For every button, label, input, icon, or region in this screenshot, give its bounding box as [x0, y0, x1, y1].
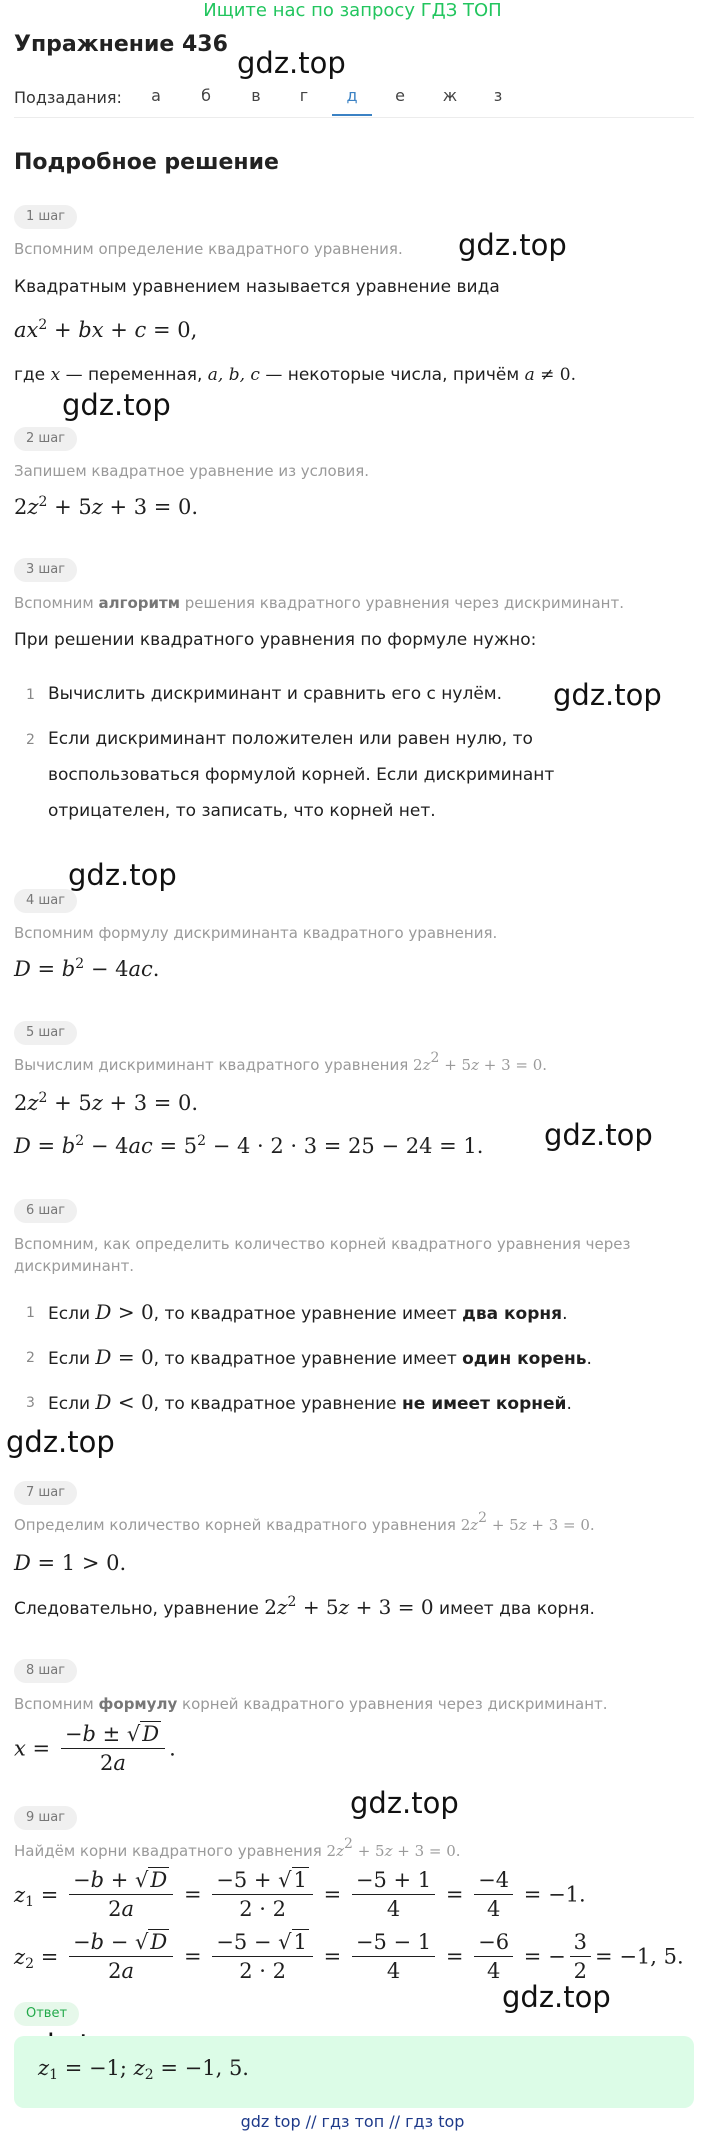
step-badge: 1 шаг [14, 205, 77, 229]
hint-suffix: решения квадратного уравнения через дискриминант. [184, 594, 624, 612]
hint-bold: алгоритм [98, 594, 180, 612]
footer-links[interactable]: gdz top // гдз топ // гдз top [240, 2112, 465, 2131]
hint-text: Определим количество корней квадратного уравнения [14, 1516, 456, 1534]
step-hint [14, 1836, 674, 1862]
math-inline: D < 0 [95, 1390, 154, 1414]
answer-badge: Ответ [14, 2002, 79, 2026]
hint-text: Найдём корни квадратного уравнения [14, 1842, 322, 1860]
math-inline: a ≠ 0. [524, 365, 576, 385]
text-prefix: Следовательно, уравнение [14, 1599, 259, 1619]
list-item: Если D > 0, то квадратное уравнение имеет два корня. [48, 1300, 568, 1324]
list-item: Вычислить дискриминант и сравнить его с нулём. [48, 684, 503, 704]
hint-prefix: Вспомним [14, 594, 94, 612]
step-badge: 8 шаг [14, 1659, 77, 1683]
step-hint [14, 1050, 674, 1076]
list-item: Если D < 0, то квадратное уравнение не имеет корней. [48, 1390, 572, 1414]
answer-value: $z_1 = -1$; $z_2 = -1$, 5. [38, 2056, 249, 2083]
note-prefix: где [14, 365, 46, 385]
note-middle1: — переменная, [65, 365, 203, 385]
subtask-tab-b[interactable]: б [201, 86, 211, 105]
cond-result: один корень [462, 1349, 587, 1369]
list-item: Если D = 0, то квадратное уравнение имеет один корень. [48, 1345, 592, 1369]
step-badge: 2 шаг [14, 427, 77, 451]
list-number: 2 [26, 1350, 35, 1366]
cond-result: два корня [462, 1304, 563, 1324]
cond-prefix: Если [48, 1394, 91, 1414]
list-number: 1 [26, 1305, 35, 1321]
math-formula: $2z^2 + 5z + 3 = 0$. [14, 494, 199, 519]
step-badge: 9 шаг [14, 1806, 77, 1830]
list-number: 2 [26, 732, 35, 748]
step-text: При решении квадратного уравнения по формуле нужно: [14, 630, 537, 650]
hint-prefix: Вспомним [14, 1695, 94, 1713]
math-formula: x = $\frac{-b \pm √D}{2a}$ . [14, 1722, 176, 1775]
subtask-tab-g[interactable]: г [299, 86, 309, 105]
cond-mid: , то квадратное уравнение имеет [153, 1349, 457, 1369]
hint-suffix: корней квадратного уравнения через дискриминант. [182, 1695, 608, 1713]
cond-prefix: Если [48, 1349, 91, 1369]
text-suffix: имеет два корня. [439, 1599, 595, 1619]
subtask-tab-z[interactable]: з [493, 86, 503, 105]
step-text [14, 1594, 684, 1622]
top-banner[interactable]: Ищите нас по запросу ГДЗ ТОП [203, 0, 502, 21]
math-inline: a, b, c [207, 365, 260, 385]
cond-result: не имеет корней [402, 1394, 567, 1414]
step-badge: 5 шаг [14, 1021, 77, 1045]
math-inline: x [50, 365, 61, 385]
step-hint: Вспомним, как определить количество корней квадратного уравнения через дискриминант. [14, 1235, 631, 1275]
answer-box [14, 2036, 694, 2108]
subtask-tab-a[interactable]: а [151, 86, 161, 105]
watermark: gdz.top [237, 46, 346, 80]
math-formula: $D = b^2 - 4ac$. [14, 956, 160, 981]
watermark: gdz.top [6, 1425, 115, 1459]
math-inline: $2z^2 + 5z + 3 = 0$ [264, 1594, 434, 1619]
step-badge: 3 шаг [14, 558, 77, 582]
math-inline: $2z^2 + 5z + 3 = 0$. [326, 1836, 461, 1860]
step-hint [14, 1510, 674, 1536]
subtasks-label: Подзадания: [14, 88, 122, 107]
watermark: gdz.top [553, 678, 662, 712]
list-item: Если дискриминант положителен или равен нулю, то воспользоваться формулой корней. Если дискриминант отрицателен, то записать, что корней нет. [48, 729, 555, 821]
watermark: gdz.top [350, 1786, 459, 1820]
math-inline: D > 0 [95, 1300, 154, 1324]
math-formula: $D = b^2 - 4ac = 5^2 - 4 \cdot 2 \cdot 3 = 25 - 24 = 1$. [14, 1133, 484, 1158]
step-hint: Вспомним определение квадратного уравнения. [14, 240, 403, 258]
watermark: gdz.top [68, 858, 177, 892]
watermark: gdz.top [502, 1980, 611, 2014]
watermark: gdz.top [62, 388, 171, 422]
step-text: Квадратным уравнением называется уравнение вида [14, 277, 500, 297]
hint-text: Вычислим дискриминант квадратного уравнения [14, 1056, 409, 1074]
hint-bold: формулу [98, 1695, 178, 1713]
subtask-tab-d[interactable]: д [332, 86, 372, 116]
page-title: Упражнение 436 [14, 32, 228, 57]
cond-mid: , то квадратное уравнение [153, 1394, 397, 1414]
list-number: 1 [26, 687, 35, 703]
root-1-formula: $z_1$ = $\frac{-b + √D}{2a}$ = $\frac{-5 + √1}{2 \cdot 2}$ = $\frac{-5 + 1}{4}$ = $\frac{-4}{4}$ = −1. [14, 1868, 586, 1921]
subtask-tab-zh[interactable]: ж [442, 86, 458, 105]
subtask-tab-v[interactable]: в [251, 86, 261, 105]
root-2-formula: $z_2$ = $\frac{-b - √D}{2a}$ = $\frac{-5 - √1}{2 \cdot 2}$ = $\frac{-5 - 1}{4}$ = $\frac{-6}{4}$ = − $\frac{3}{2}$ = −1, 5. [14, 1930, 684, 1983]
math-inline: D = 0 [95, 1345, 154, 1369]
watermark: gdz.top [458, 228, 567, 262]
cond-mid: , то квадратное уравнение имеет [153, 1304, 457, 1324]
section-title: Подробное решение [14, 150, 279, 175]
math-formula: $ax^2$ + bx + c = 0, [14, 317, 198, 342]
list-number: 3 [26, 1395, 35, 1411]
math-inline: $2z^2 + 5z + 3 = 0$. [413, 1050, 548, 1074]
step-note [14, 362, 684, 388]
step-hint: Запишем квадратное уравнение из условия. [14, 462, 370, 480]
step-badge: 6 шаг [14, 1199, 77, 1223]
step-hint [14, 1693, 674, 1715]
cond-prefix: Если [48, 1304, 91, 1324]
subtasks-bar [14, 84, 694, 118]
math-formula: $2z^2 + 5z + 3 = 0$. [14, 1090, 199, 1115]
step-badge: 7 шаг [14, 1481, 77, 1505]
math-formula: D = 1 > 0. [14, 1551, 127, 1575]
subtask-tab-e[interactable]: е [395, 86, 405, 105]
math-inline: $2z^2 + 5z + 3 = 0$. [460, 1510, 595, 1534]
note-middle2: — некоторые числа, причём [265, 365, 520, 385]
watermark: gdz.top [544, 1118, 653, 1152]
step-hint [14, 592, 674, 614]
step-badge: 4 шаг [14, 889, 77, 913]
step-hint: Вспомним формулу дискриминанта квадратного уравнения. [14, 924, 498, 942]
